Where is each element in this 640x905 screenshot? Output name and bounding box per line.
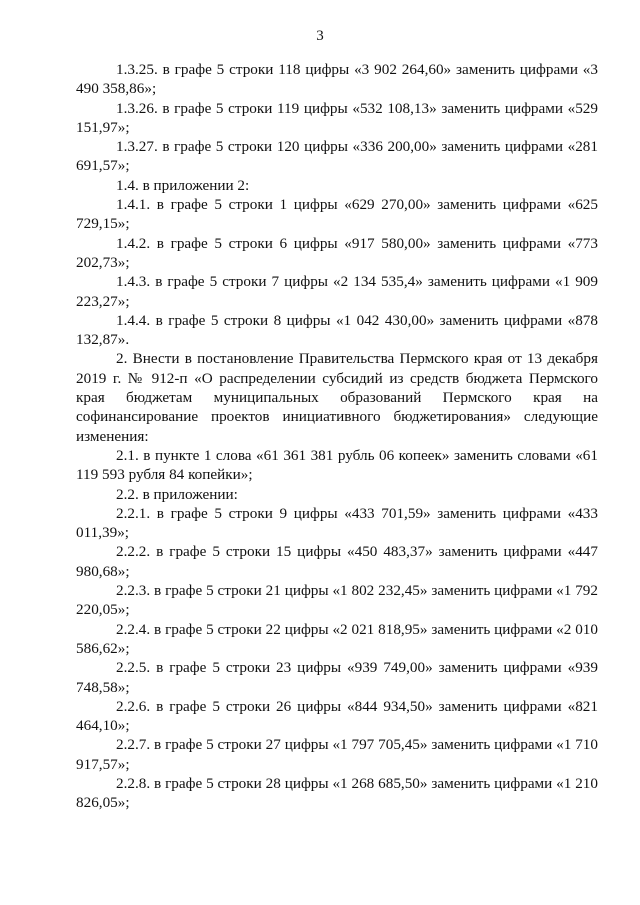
document-body [76,60,598,813]
paragraph-2-2-1: 2.2.1. в графе 5 строки 9 цифры «433 701,59» заменить цифрами «433 011,39»; [76,504,598,542]
paragraph-2-2-2: 2.2.2. в графе 5 строки 15 цифры «450 483,37» заменить цифрами «447 980,68»; [76,543,598,580]
page-number: 3 [316,28,324,44]
paragraph-2-2: 2.2. в приложении: [116,485,238,503]
paragraph-1-4-1: 1.4.1. в графе 5 строки 1 цифры «629 270,00» заменить цифрами «625 729,15»; [76,196,598,233]
paragraph-2-2-7: 2.2.7. в графе 5 строки 27 цифры «1 797 705,45» заменить цифрами «1 710 917,57»; [76,736,598,773]
paragraph-2: 2. Внести в постановление Правительства Пермского края от 13 декабря 2019 г. № 912-п «О распределении субсидий из средств бюджета Пермского края бюджетам муниципальных образований Пермского края на софинансирование проектов инициативного бюджетирования» следующие изменения: [76,350,598,445]
paragraph-2-2-3: 2.2.3. в графе 5 строки 21 цифры «1 802 232,45» заменить цифрами «1 792 220,05»; [76,582,598,619]
paragraph-1-4-3: 1.4.3. в графе 5 строки 7 цифры «2 134 535,4» заменить цифрами «1 909 223,27»; [76,273,598,310]
paragraph-2-2-4: 2.2.4. в графе 5 строки 22 цифры «2 021 818,95» заменить цифрами «2 010 586,62»; [76,620,598,657]
paragraph-1-3-27: 1.3.27. в графе 5 строки 120 цифры «336 200,00» заменить цифрами «281 691,57»; [76,138,598,175]
paragraph-2-2-8: 2.2.8. в графе 5 строки 28 цифры «1 268 685,50» заменить цифрами «1 210 826,05»; [76,774,598,812]
paragraph-2-2-5: 2.2.5. в графе 5 строки 23 цифры «939 749,00» заменить цифрами «939 748,58»; [76,659,598,696]
paragraph-1-4: 1.4. в приложении 2: [116,176,250,194]
paragraph-1-3-25: 1.3.25. в графе 5 строки 118 цифры «3 902 264,60» заменить цифрами «3 490 358,86»; [76,61,598,98]
paragraph-1-4-4: 1.4.4. в графе 5 строки 8 цифры «1 042 430,00» заменить цифрами «878 132,87». [76,311,598,349]
paragraph-1-4-2: 1.4.2. в графе 5 строки 6 цифры «917 580,00» заменить цифрами «773 202,73»; [76,234,598,271]
paragraph-2-1: 2.1. в пункте 1 слова «61 361 381 рубль 06 копеек» заменить словами «61 119 593 рубля 84 копейки»; [76,446,598,484]
paragraph-2-2-6: 2.2.6. в графе 5 строки 26 цифры «844 934,50» заменить цифрами «821 464,10»; [76,697,598,735]
paragraph-1-3-26: 1.3.26. в графе 5 строки 119 цифры «532 108,13» заменить цифрами «529 151,97»; [76,99,598,136]
